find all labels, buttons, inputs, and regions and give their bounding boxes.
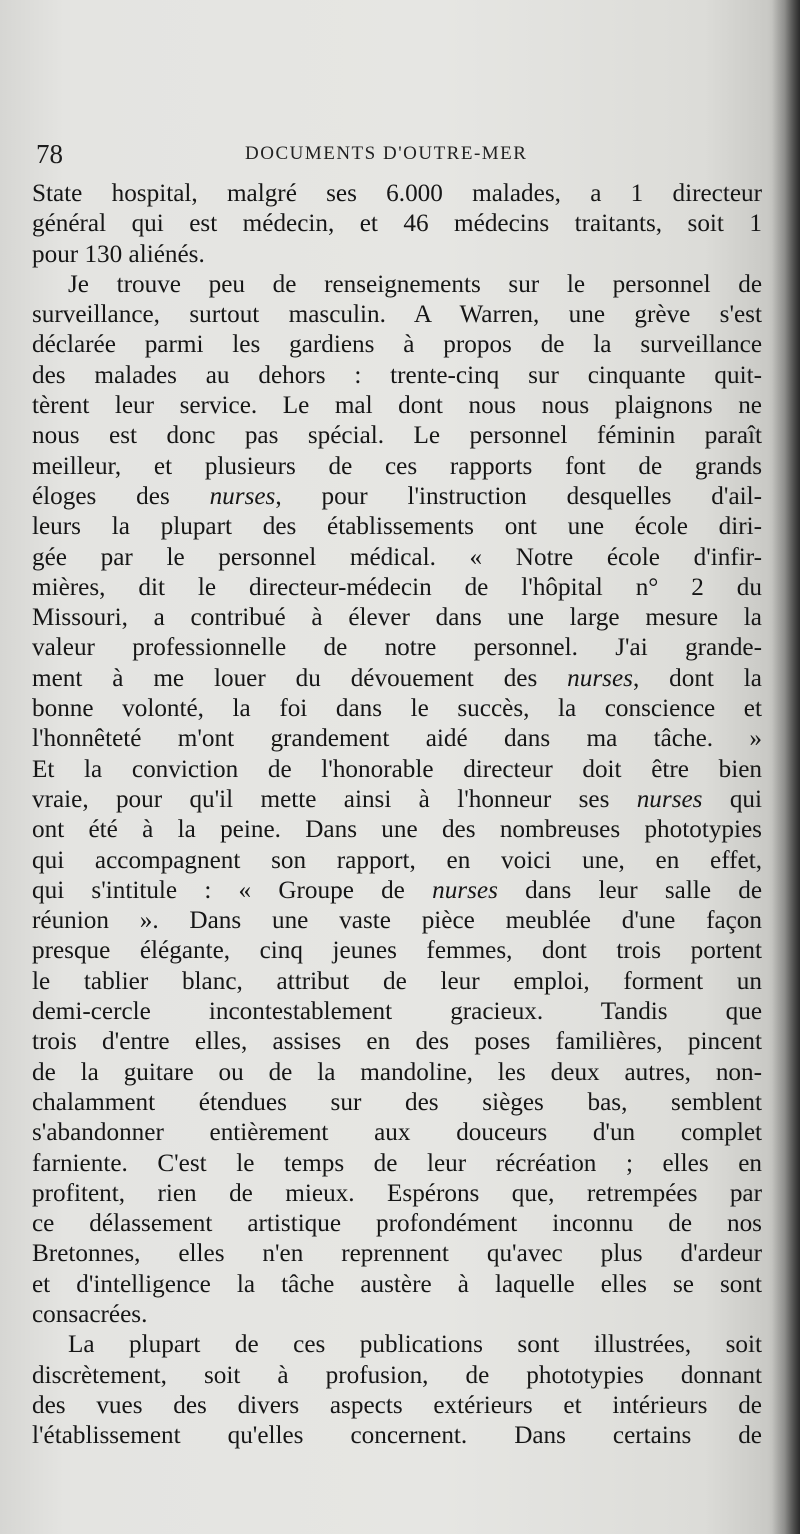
text-line: s'abandonner entièrement aux douceurs d'un complet	[32, 1119, 762, 1147]
text-line: Et la conviction de l'honorable directeur doit être bien	[32, 755, 762, 783]
text-line: Missouri, a contribué à élever dans une large mesure la	[32, 604, 762, 632]
text-line: général qui est médecin, et 46 médecins traitants, soit 1	[32, 210, 762, 238]
italic-term: nurses	[209, 482, 276, 510]
text-line: State hospital, malgré ses 6.000 malades, a 1 directeur	[32, 180, 762, 207]
italic-term: nurses	[432, 876, 498, 904]
italic-term: nurses	[567, 664, 633, 692]
text-line: mières, dit le directeur-médecin de l'hôpital n° 2 du	[32, 573, 762, 601]
text-line: tèrent leur service. Le mal dont nous nous plaignons ne	[32, 392, 762, 420]
text-line: et d'intelligence la tâche austère à laquelle elles se sont	[32, 1270, 762, 1298]
text-line: valeur professionnelle de notre personnel. J'ai grande-	[32, 634, 762, 662]
running-head: DOCUMENTS D'OUTRE-MER	[245, 143, 528, 164]
text-line: farniente. C'est le temps de leur récréation ; elles en	[32, 1149, 762, 1177]
text-line: ont été à la peine. Dans une des nombreuses phototypies	[32, 816, 762, 844]
text-line: qui accompagnent son rapport, en voici une, en effet,	[32, 846, 762, 874]
text-line: leurs la plupart des établissements ont une école diri-	[32, 513, 762, 541]
text-line: trois d'entre elles, assises en des poses familières, pincent	[32, 1028, 762, 1056]
text-line	[32, 785, 762, 815]
text-line: déclarée parmi les gardiens à propos de la surveillance	[32, 331, 762, 359]
text-line: chalamment étendues sur des sièges bas, semblent	[32, 1088, 762, 1116]
text-line: Je trouve peu de renseignements sur le personnel de	[68, 270, 762, 298]
text-line: profitent, rien de mieux. Espérons que, retrempées par	[32, 1179, 762, 1207]
text-segment: vraie, pour qu'il mette ainsi à l'honneur ses	[32, 785, 637, 813]
text-segment: qui	[702, 785, 762, 813]
text-segment: , dont la	[632, 664, 762, 692]
text-line: demi-cercle incontestablement gracieux. Tandis que	[32, 998, 762, 1026]
text-segment: , pour l'instruction desquelles d'ail-	[275, 482, 763, 510]
text-line: l'établissement qu'elles concernent. Dans certains de	[32, 1422, 762, 1450]
page-number: 78	[36, 139, 63, 169]
book-spine-shadow	[772, 0, 800, 1534]
text-line: surveillance, surtout masculin. A Warren, une grève s'est	[32, 301, 762, 329]
text-line: de la guitare ou de la mandoline, les deux autres, non-	[32, 1058, 762, 1086]
text-line: des vues des divers aspects extérieurs et intérieurs de	[32, 1391, 762, 1419]
text-segment: ment à me louer du dévouement des	[32, 664, 568, 692]
text-segment: qui s'intitule : « Groupe de	[32, 876, 433, 904]
text-line: gée par le personnel médical. « Notre école d'infir-	[32, 543, 762, 571]
text-segment: dans leur salle de	[497, 876, 762, 904]
text-line: La plupart de ces publications sont illustrées, soit	[68, 1331, 762, 1359]
text-line: réunion ». Dans une vaste pièce meublée d'une façon	[32, 907, 762, 935]
text-segment: éloges des	[32, 482, 210, 510]
italic-term: nurses	[636, 785, 703, 813]
text-line: discrètement, soit à profusion, de phototypies donnant	[32, 1361, 762, 1389]
text-line: ce délassement artistique profondément inconnu de nos	[32, 1210, 762, 1238]
text-line	[32, 876, 762, 906]
body-text	[32, 179, 762, 1451]
text-line: nous est donc pas spécial. Le personnel féminin paraît	[32, 422, 762, 450]
text-line: presque élégante, cinq jeunes femmes, dont trois portent	[32, 937, 762, 965]
text-line: des malades au dehors : trente-cinq sur cinquante quit-	[32, 361, 762, 389]
text-line: l'honnêteté m'ont grandement aidé dans ma tâche. »	[32, 725, 762, 753]
text-line	[32, 664, 762, 694]
text-line: meilleur, et plusieurs de ces rapports font de grands	[32, 452, 762, 480]
text-line: consacrées.	[32, 1300, 148, 1328]
text-line	[32, 482, 762, 512]
text-line: pour 130 aliénés.	[32, 240, 205, 268]
text-line: le tablier blanc, attribut de leur emploi, forment un	[32, 967, 762, 995]
text-line: Bretonnes, elles n'en reprennent qu'avec plus d'ardeur	[32, 1240, 762, 1268]
text-line: bonne volonté, la foi dans le succès, la conscience et	[32, 695, 762, 723]
page-header	[30, 133, 730, 173]
